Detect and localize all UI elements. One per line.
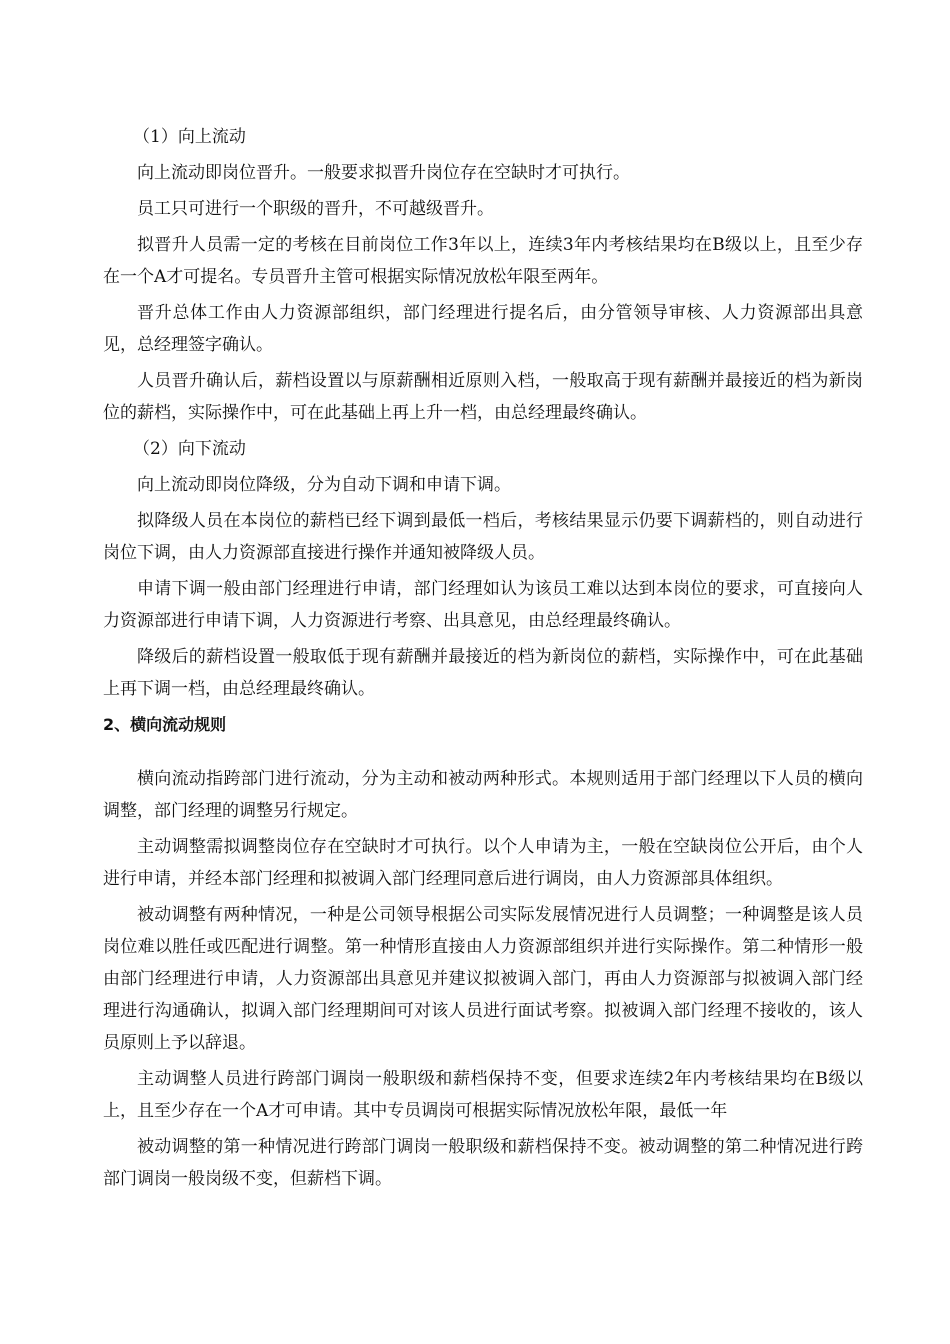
paragraph: 被动调整有两种情况，一种是公司领导根据公司实际发展情况进行人员调整；一种调整是该人员岗位难以胜任或匹配进行调整。第一种情形直接由人力资源部组织并进行实际操作。第二种情形一般由部门经理进行申请，人力资源部出具意见并建议拟被调入部门，再由人力资源部与拟被调入部门经理进行沟通确认，拟调入部门经理期间可对该人员进行面试考察。拟被调入部门经理不接收的，该人员原则上予以辞退。: [103, 905, 863, 1053]
paragraph: 横向流动指跨部门进行流动，分为主动和被动两种形式。本规则适用于部门经理以下人员的横向调整，部门经理的调整另行规定。: [103, 769, 863, 821]
paragraph: 主动调整人员进行跨部门调岗一般职级和薪档保持不变，但要求连续2年内考核结果均在B级以上，且至少存在一个A才可申请。其中专员调岗可根据实际情况放松年限，最低一年: [103, 1069, 863, 1121]
paragraph: 申请下调一般由部门经理进行申请，部门经理如认为该员工难以达到本岗位的要求，可直接向人力资源部进行申请下调，人力资源进行考察、出具意见，由总经理最终确认。: [103, 579, 863, 631]
paragraph: 向上流动即岗位晋升。一般要求拟晋升岗位存在空缺时才可执行。: [137, 163, 630, 183]
paragraph: 拟晋升人员需一定的考核在目前岗位工作3年以上，连续3年内考核结果均在B级以上，且至少存在一个A才可提名。专员晋升主管可根据实际情况放松年限至两年。: [103, 235, 863, 287]
paragraph: 人员晋升确认后，薪档设置以与原薪酬相近原则入档，一般取高于现有薪酬并最接近的档为新岗位的薪档，实际操作中，可在此基础上再上升一档，由总经理最终确认。: [103, 371, 863, 423]
paragraph: 向上流动即岗位降级，分为自动下调和申请下调。: [137, 475, 511, 495]
subsection-upward-title: （1）向上流动: [133, 127, 246, 147]
paragraph: 降级后的薪档设置一般取低于现有薪酬并最接近的档为新岗位的薪档，实际操作中，可在此基础上再下调一档，由总经理最终确认。: [103, 647, 863, 699]
subsection-downward-title: （2）向下流动: [133, 439, 246, 459]
paragraph: 拟降级人员在本岗位的薪档已经下调到最低一档后，考核结果显示仍要下调薪档的，则自动进行岗位下调，由人力资源部直接进行操作并通知被降级人员。: [103, 511, 863, 563]
paragraph: 员工只可进行一个职级的晋升，不可越级晋升。: [137, 199, 494, 219]
paragraph: 晋升总体工作由人力资源部组织，部门经理进行提名后，由分管领导审核、人力资源部出具意见，总经理签字确认。: [103, 303, 863, 355]
paragraph: 被动调整的第一种情况进行跨部门调岗一般职级和薪档保持不变。被动调整的第二种情况进行跨部门调岗一般岗级不变，但薪档下调。: [103, 1137, 863, 1189]
paragraph: 主动调整需拟调整岗位存在空缺时才可执行。以个人申请为主，一般在空缺岗位公开后，由个人进行申请，并经本部门经理和拟被调入部门经理同意后进行调岗，由人力资源部具体组织。: [103, 837, 863, 889]
document-body: [103, 121, 863, 1199]
section-heading-lateral: 2、横向流动规则: [103, 715, 227, 734]
